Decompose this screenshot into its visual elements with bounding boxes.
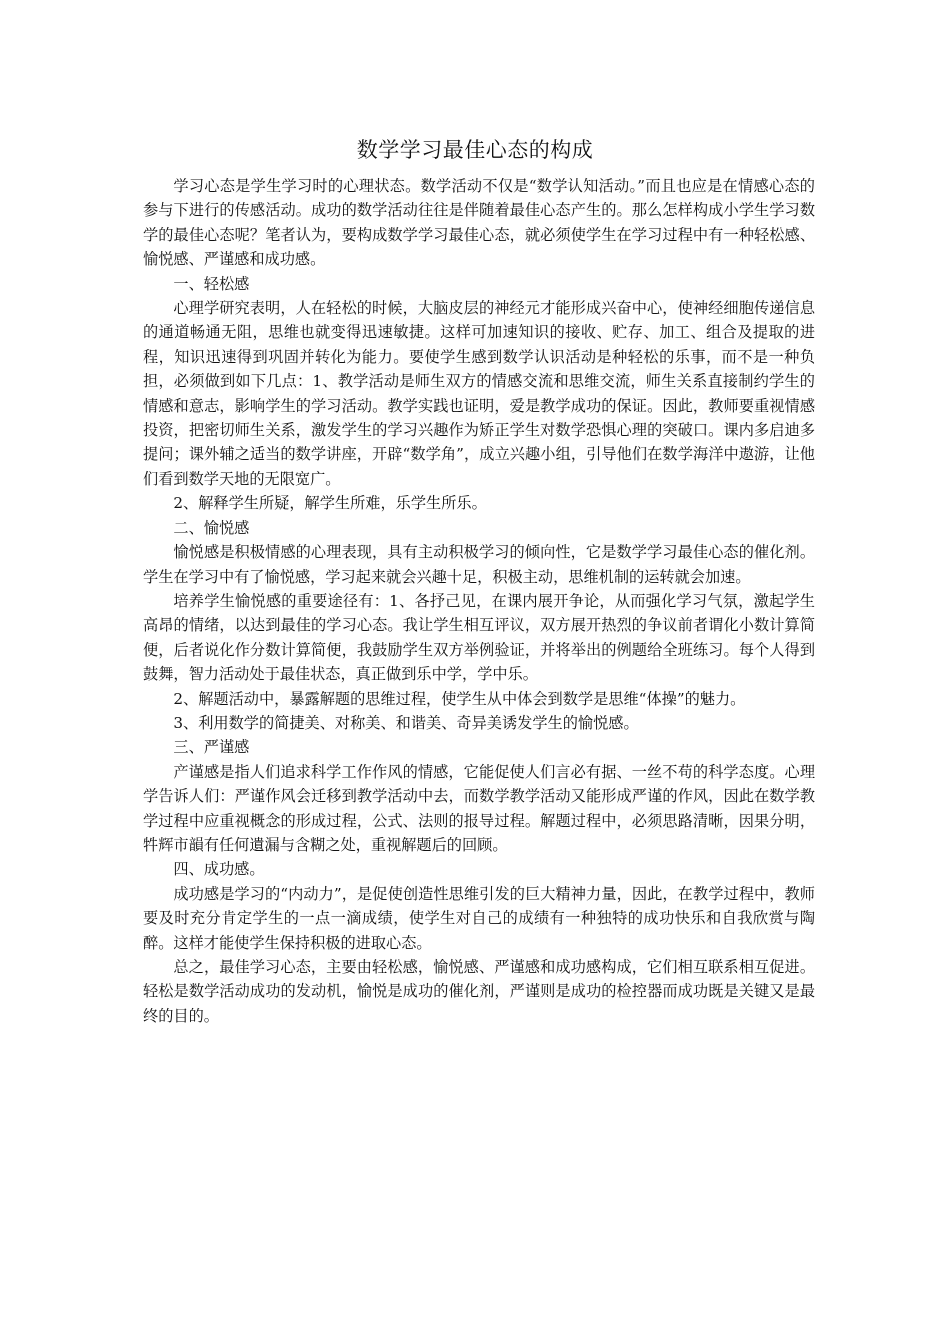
success-paragraph: 成功感是学习的“内动力”，是促使创造性思维引发的巨大精神力量，因此，在教学过程中，教师要及时充分肯定学生的一点一滴成绩，使学生对自己的成绩有一种独特的成功快乐和自我欣赏与陶醉。这样才能使学生保持积极的进取心态。 [143, 884, 815, 952]
pleasure-point-2: 2、解题活动中，暴露解题的思维过程，使学生从中体会到数学是思维“体操”的魅力。 [173, 689, 746, 708]
document-title: 数学学习最佳心态的构成 [356, 138, 594, 162]
relaxation-paragraph: 心理学研究表明，人在轻松的时候，大脑皮层的神经元才能形成兴奋中心，使神经细胞传递信息的通道畅通无阻，思维也就变得迅速敏捷。这样可加速知识的接收、贮存、加工、组合及提取的进程，知识迅速得到巩固并转化为能力。要使学生感到数学认识活动是种轻松的乐事，而不是一种负担，必须做到如下几点：1、教学活动是师生双方的情感交流和思维交流，师生关系直接制约学生的情感和意志，影响学生的学习活动。教学实践也证明，爱是教学成功的保证。因此，教师要重视情感投资，把密切师生关系，激发学生的学习兴趣作为矫正学生对数学恐惧心理的突破口。课内多启迪多提问；课外辅之适当的数学讲座，开辟“数学角”，成立兴趣小组，引导他们在数学海洋中遨游，让他们看到数学天地的无限宽广。 [143, 299, 815, 488]
section-heading-pleasure: 二、愉悦感 [173, 518, 250, 537]
conclusion-paragraph: 总之，最佳学习心态，主要由轻松感，愉悦感、严谨感和成功感构成，它们相互联系相互促进。轻松是数学活动成功的发动机，愉悦是成功的催化剂，严谨则是成功的检控器而成功既是关键又是最终的目的。 [143, 958, 815, 1025]
pleasure-point-3: 3、利用数学的简捷美、对称美、和谐美、奇异美诱发学生的愉悦感。 [173, 713, 639, 732]
pleasure-methods-paragraph: 培养学生愉悦感的重要途径有：1、各抒己见，在课内展开争论，从而强化学习气氛，激起学生高昂的情绪，以达到最佳的学习心态。我让学生相互评议，双方展开热烈的争议前者谓化小数计算简便，后者说化作分数计算简便，我鼓励学生双方举例验证，并将举出的例题给全班练习。每个人得到鼓舞，智力活动处于最佳状态，真正做到乐中学，学中乐。 [143, 591, 815, 684]
intro-paragraph: 学习心态是学生学习时的心理状态。数学活动不仅是“数学认知活动。”而且也应是在情感心态的参与下进行的传感活动。成功的数学活动往往是伴随着最佳心态产生的。那么怎样构成小学生学习数学的最佳心态呢？笔者认为，要构成数学学习最佳心态，就必须使学生在学习过程中有一种轻松感、愉悦感、严谨感和成功感。 [143, 177, 815, 269]
document-body [143, 174, 815, 1028]
section-heading-relaxation: 一、轻松感 [173, 274, 250, 293]
relaxation-point-2: 2、解释学生所疑，解学生所难，乐学生所乐。 [173, 494, 487, 513]
section-heading-success: 四、成功感。 [173, 860, 265, 879]
section-heading-rigor: 三、严谨感 [173, 738, 250, 757]
rigor-paragraph: 产谨感是指人们追求科学工作作风的情感，它能促使人们言必有据、一丝不苟的科学态度。心理学告诉人们：严谨作风会迁移到教学活动中去，而数学教学活动又能形成严谨的作风，因此在数学教学过程中应重视概念的形成过程，公式、法则的报导过程。解题过程中，必须思路清晰，因果分明，牪辉市韻有任何遺漏与含糊之处，重视解题后的回顾。 [143, 762, 815, 854]
pleasure-paragraph: 愉悦感是积极情感的心理表现，具有主动积极学习的倾向性，它是数学学习最佳心态的催化剂。学生在学习中有了愉悦感，学习起来就会兴趣十足，积极主动，思维机制的运转就会加速。 [143, 543, 815, 586]
